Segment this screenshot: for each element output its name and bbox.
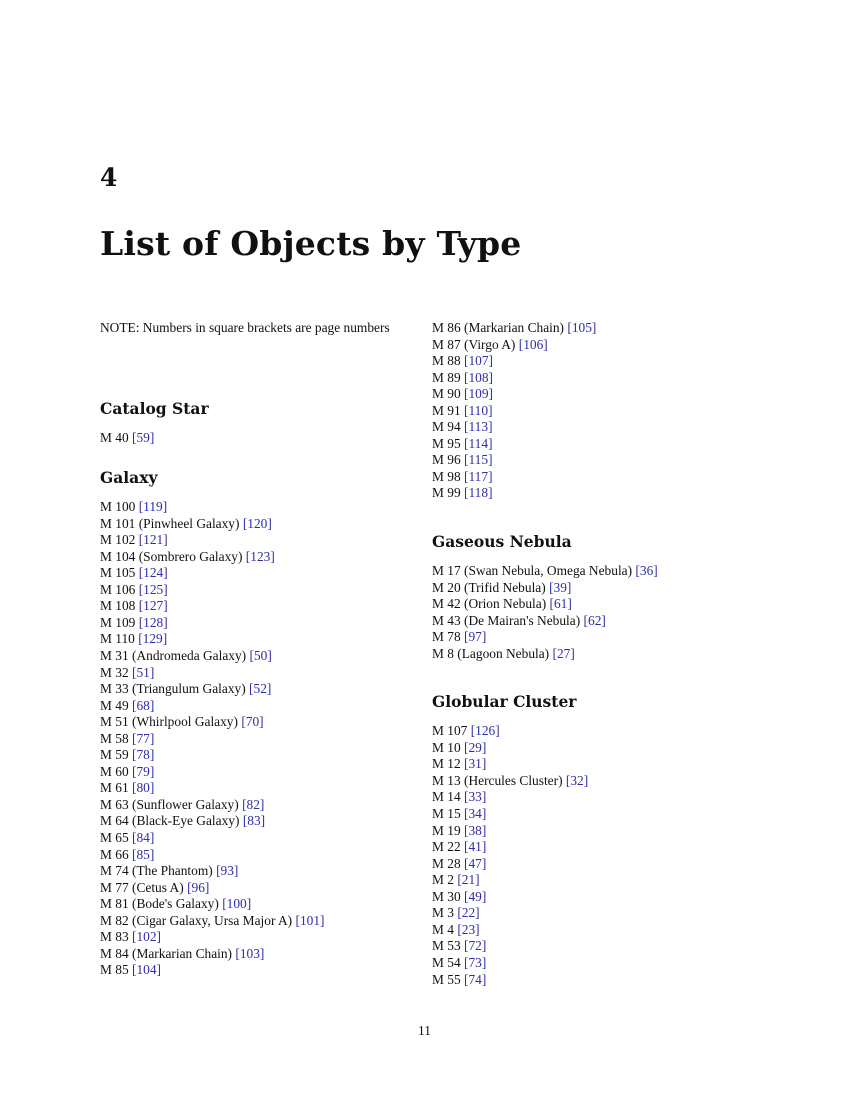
object-label: M 15 bbox=[432, 806, 461, 822]
section-galaxy bbox=[100, 468, 425, 979]
left-column bbox=[100, 320, 425, 979]
page-ref-link[interactable]: [59] bbox=[132, 429, 155, 445]
object-label: M 95 bbox=[432, 435, 461, 451]
page-ref-link[interactable]: [23] bbox=[457, 921, 480, 937]
object-label: M 101 (Pinwheel Galaxy) bbox=[100, 515, 240, 531]
page-ref-link[interactable]: [101] bbox=[295, 912, 325, 928]
page-ref-link[interactable]: [121] bbox=[138, 532, 168, 548]
page-ref-link[interactable]: [77] bbox=[132, 730, 155, 746]
list-item bbox=[100, 631, 425, 648]
list-item bbox=[432, 629, 762, 646]
page-ref-link[interactable]: [83] bbox=[242, 813, 266, 829]
section-gaseous-nebula bbox=[432, 532, 762, 662]
list-item bbox=[432, 386, 762, 403]
object-label: M 78 bbox=[432, 629, 461, 645]
entry-list-galaxy-continued bbox=[432, 320, 762, 502]
list-item bbox=[432, 337, 762, 354]
list-item bbox=[100, 430, 425, 447]
object-label: M 91 bbox=[432, 402, 461, 418]
object-label: M 100 bbox=[100, 499, 136, 515]
page-ref-link[interactable]: [109] bbox=[464, 386, 494, 402]
object-label: M 83 bbox=[100, 929, 129, 945]
page-ref-link[interactable]: [123] bbox=[245, 548, 275, 564]
page-ref-link[interactable]: [52] bbox=[249, 681, 272, 697]
page-ref-link[interactable]: [93] bbox=[216, 863, 239, 879]
object-label: M 85 bbox=[100, 962, 129, 978]
list-item bbox=[100, 516, 425, 533]
object-label: M 65 bbox=[100, 830, 129, 846]
page-ref-link[interactable]: [33] bbox=[464, 789, 487, 805]
page-ref-link[interactable]: [114] bbox=[464, 435, 493, 451]
page-ref-link[interactable]: [108] bbox=[464, 369, 494, 385]
list-item bbox=[100, 813, 425, 830]
page-ref-link[interactable]: [27] bbox=[552, 645, 575, 661]
object-label: M 104 (Sombrero Galaxy) bbox=[100, 548, 243, 564]
object-label: M 63 (Sunflower Galaxy) bbox=[100, 796, 239, 812]
page-ref-link[interactable]: [106] bbox=[518, 336, 548, 352]
list-item bbox=[100, 565, 425, 582]
list-item bbox=[432, 856, 762, 873]
entry-list bbox=[100, 430, 425, 447]
page-ref-link[interactable]: [34] bbox=[464, 806, 487, 822]
page-ref-link[interactable]: [120] bbox=[242, 515, 272, 531]
list-item bbox=[432, 403, 762, 420]
object-label: M 2 bbox=[432, 872, 454, 888]
page-ref-link[interactable]: [41] bbox=[464, 839, 487, 855]
entry-list bbox=[100, 499, 425, 979]
list-item bbox=[432, 370, 762, 387]
object-label: M 53 bbox=[432, 938, 461, 954]
list-item bbox=[432, 613, 762, 630]
object-label: M 40 bbox=[100, 429, 129, 445]
right-column bbox=[432, 320, 762, 988]
entry-list bbox=[432, 563, 762, 662]
page-ref-link[interactable]: [70] bbox=[241, 714, 264, 730]
page-ref-link[interactable]: [102] bbox=[132, 929, 162, 945]
list-item bbox=[432, 806, 762, 823]
object-label: M 54 bbox=[432, 954, 461, 970]
object-label: M 43 (De Mairan's Nebula) bbox=[432, 612, 581, 628]
page-ref-link[interactable]: [110] bbox=[464, 402, 493, 418]
object-label: M 61 bbox=[100, 780, 129, 796]
list-item bbox=[432, 756, 762, 773]
page-ref-link[interactable]: [36] bbox=[635, 563, 658, 579]
entry-list bbox=[432, 723, 762, 988]
list-item bbox=[100, 946, 425, 963]
page-ref-link[interactable]: [82] bbox=[242, 796, 265, 812]
list-item bbox=[432, 596, 762, 613]
object-label: M 105 bbox=[100, 565, 136, 581]
page-ref-link[interactable]: [72] bbox=[464, 938, 487, 954]
page-ref-link[interactable]: [62] bbox=[583, 612, 606, 628]
list-item bbox=[432, 889, 762, 906]
object-label: M 22 bbox=[432, 839, 461, 855]
object-label: M 99 bbox=[432, 485, 461, 501]
list-item bbox=[432, 740, 762, 757]
page-ref-link[interactable]: [74] bbox=[464, 971, 487, 987]
list-item bbox=[432, 353, 762, 370]
object-label: M 59 bbox=[100, 747, 129, 763]
page-ref-link[interactable]: [125] bbox=[138, 581, 168, 597]
note: NOTE: Numbers in square brackets are page numbers bbox=[100, 320, 390, 335]
list-item bbox=[100, 863, 425, 880]
object-label: M 106 bbox=[100, 581, 136, 597]
object-label: M 32 bbox=[100, 664, 129, 680]
object-label: M 12 bbox=[432, 756, 461, 772]
page-ref-link[interactable]: [51] bbox=[132, 664, 155, 680]
list-item bbox=[100, 929, 425, 946]
object-label: M 86 (Markarian Chain) bbox=[432, 320, 565, 335]
chapter-title: List of Objects by Type bbox=[100, 224, 522, 263]
list-item bbox=[100, 598, 425, 615]
list-item bbox=[432, 955, 762, 972]
list-item bbox=[100, 913, 425, 930]
page-ref-link[interactable]: [119] bbox=[138, 499, 168, 515]
object-label: M 81 (Bode's Galaxy) bbox=[100, 896, 219, 912]
object-label: M 82 (Cigar Galaxy, Ursa Major A) bbox=[100, 912, 293, 928]
list-item bbox=[432, 789, 762, 806]
object-label: M 88 bbox=[432, 353, 461, 369]
page-ref-link[interactable]: [96] bbox=[187, 879, 210, 895]
object-label: M 90 bbox=[432, 386, 461, 402]
object-label: M 55 bbox=[432, 971, 461, 987]
page-ref-link[interactable]: [32] bbox=[565, 772, 589, 788]
page-ref-link[interactable]: [104] bbox=[132, 962, 162, 978]
page-ref-link[interactable]: [39] bbox=[549, 579, 572, 595]
object-label: M 28 bbox=[432, 855, 461, 871]
object-label: M 20 (Trifid Nebula) bbox=[432, 579, 546, 595]
object-label: M 108 bbox=[100, 598, 136, 614]
page-ref-link[interactable]: [21] bbox=[457, 872, 480, 888]
page-ref-link[interactable]: [29] bbox=[464, 739, 487, 755]
page-ref-link[interactable]: [47] bbox=[464, 855, 487, 871]
list-item bbox=[432, 580, 762, 597]
list-item bbox=[100, 797, 425, 814]
list-item bbox=[432, 469, 762, 486]
list-item bbox=[100, 830, 425, 847]
object-label: M 17 (Swan Nebula, Omega Nebula) bbox=[432, 563, 633, 579]
object-label: M 102 bbox=[100, 532, 136, 548]
object-label: M 89 bbox=[432, 369, 461, 385]
list-item bbox=[432, 563, 762, 580]
list-item bbox=[100, 698, 425, 715]
list-item bbox=[100, 880, 425, 897]
page-ref-link[interactable]: [117] bbox=[464, 468, 493, 484]
page-ref-link[interactable]: [103] bbox=[235, 945, 265, 961]
page-ref-link[interactable]: [68] bbox=[132, 697, 155, 713]
object-label: M 84 (Markarian Chain) bbox=[100, 945, 233, 961]
section-heading: Galaxy bbox=[100, 468, 158, 488]
object-label: M 4 bbox=[432, 921, 454, 937]
list-item bbox=[432, 723, 762, 740]
list-item bbox=[100, 681, 425, 698]
page-ref-link[interactable]: [126] bbox=[470, 723, 500, 739]
list-item bbox=[100, 764, 425, 781]
page-ref-link[interactable]: [128] bbox=[138, 614, 168, 630]
section-heading: Globular Cluster bbox=[432, 692, 577, 712]
object-label: M 14 bbox=[432, 789, 461, 805]
list-item bbox=[100, 747, 425, 764]
list-item bbox=[432, 839, 762, 856]
page-ref-link[interactable]: [79] bbox=[132, 763, 155, 779]
list-item bbox=[100, 549, 425, 566]
list-item bbox=[100, 847, 425, 864]
list-item bbox=[100, 780, 425, 797]
page-ref-link[interactable]: [129] bbox=[138, 631, 168, 647]
object-label: M 107 bbox=[432, 723, 468, 739]
object-label: M 98 bbox=[432, 468, 461, 484]
list-item bbox=[100, 615, 425, 632]
list-item bbox=[432, 823, 762, 840]
list-item bbox=[432, 773, 762, 790]
page-ref-link[interactable]: [115] bbox=[464, 452, 493, 468]
section-catalog-star bbox=[100, 399, 425, 447]
section-globular-cluster bbox=[432, 692, 762, 988]
list-item bbox=[432, 972, 762, 989]
list-item bbox=[432, 938, 762, 955]
list-item bbox=[432, 436, 762, 453]
object-label: M 77 (Cetus A) bbox=[100, 879, 184, 895]
page-ref-link[interactable]: [127] bbox=[138, 598, 168, 614]
object-label: M 30 bbox=[432, 888, 461, 904]
page-ref-link[interactable]: [80] bbox=[132, 780, 155, 796]
list-item bbox=[432, 419, 762, 436]
object-label: M 42 (Orion Nebula) bbox=[432, 596, 547, 612]
page-ref-link[interactable]: [49] bbox=[464, 888, 487, 904]
page-ref-link[interactable]: [100] bbox=[222, 896, 252, 912]
list-item bbox=[100, 648, 425, 665]
object-label: M 19 bbox=[432, 822, 461, 838]
page-ref-link[interactable]: [61] bbox=[549, 596, 572, 612]
list-item bbox=[100, 962, 425, 979]
list-item bbox=[100, 714, 425, 731]
page-ref-link[interactable]: [105] bbox=[567, 320, 597, 335]
list-item bbox=[100, 731, 425, 748]
list-item bbox=[100, 582, 425, 599]
list-item bbox=[100, 499, 425, 516]
page-ref-link[interactable]: [113] bbox=[464, 419, 493, 435]
object-label: M 3 bbox=[432, 905, 454, 921]
object-label: M 33 (Triangulum Galaxy) bbox=[100, 681, 246, 697]
section-heading: Gaseous Nebula bbox=[432, 532, 572, 552]
list-item bbox=[100, 665, 425, 682]
chapter-number: 4 bbox=[100, 163, 118, 192]
page-ref-link[interactable]: [22] bbox=[457, 905, 480, 921]
page-ref-link[interactable]: [78] bbox=[132, 747, 155, 763]
object-label: M 10 bbox=[432, 739, 461, 755]
list-item bbox=[432, 452, 762, 469]
page-ref-link[interactable]: [50] bbox=[249, 648, 272, 664]
section-heading: Catalog Star bbox=[100, 398, 209, 418]
object-label: M 51 (Whirlpool Galaxy) bbox=[100, 714, 238, 730]
object-label: M 87 (Virgo A) bbox=[432, 336, 516, 352]
list-item bbox=[432, 905, 762, 922]
object-label: M 74 (The Phantom) bbox=[100, 863, 213, 879]
list-item bbox=[432, 485, 762, 502]
page-number: 11 bbox=[418, 1023, 431, 1038]
page-ref-link[interactable]: [38] bbox=[464, 822, 487, 838]
page-ref-link[interactable]: [118] bbox=[464, 485, 493, 501]
page-ref-link[interactable]: [85] bbox=[132, 846, 155, 862]
list-item bbox=[432, 922, 762, 939]
object-label: M 94 bbox=[432, 419, 461, 435]
page-ref-link[interactable]: [97] bbox=[464, 629, 487, 645]
object-label: M 8 (Lagoon Nebula) bbox=[432, 645, 550, 661]
page-ref-link[interactable]: [107] bbox=[464, 353, 494, 369]
object-label: M 109 bbox=[100, 614, 136, 630]
object-label: M 31 (Andromeda Galaxy) bbox=[100, 648, 247, 664]
list-item bbox=[432, 646, 762, 663]
object-label: M 49 bbox=[100, 697, 129, 713]
object-label: M 64 (Black-Eye Galaxy) bbox=[100, 813, 240, 829]
object-label: M 96 bbox=[432, 452, 461, 468]
object-label: M 58 bbox=[100, 730, 129, 746]
page-ref-link[interactable]: [73] bbox=[464, 954, 487, 970]
page-ref-link[interactable]: [124] bbox=[138, 565, 168, 581]
page-ref-link[interactable]: [84] bbox=[132, 830, 155, 846]
page-ref-link[interactable]: [31] bbox=[464, 756, 487, 772]
list-item bbox=[432, 320, 762, 337]
object-label: M 13 (Hercules Cluster) bbox=[432, 772, 563, 788]
list-item bbox=[432, 872, 762, 889]
object-label: M 110 bbox=[100, 631, 135, 647]
list-item bbox=[100, 896, 425, 913]
object-label: M 66 bbox=[100, 846, 129, 862]
list-item bbox=[100, 532, 425, 549]
object-label: M 60 bbox=[100, 763, 129, 779]
